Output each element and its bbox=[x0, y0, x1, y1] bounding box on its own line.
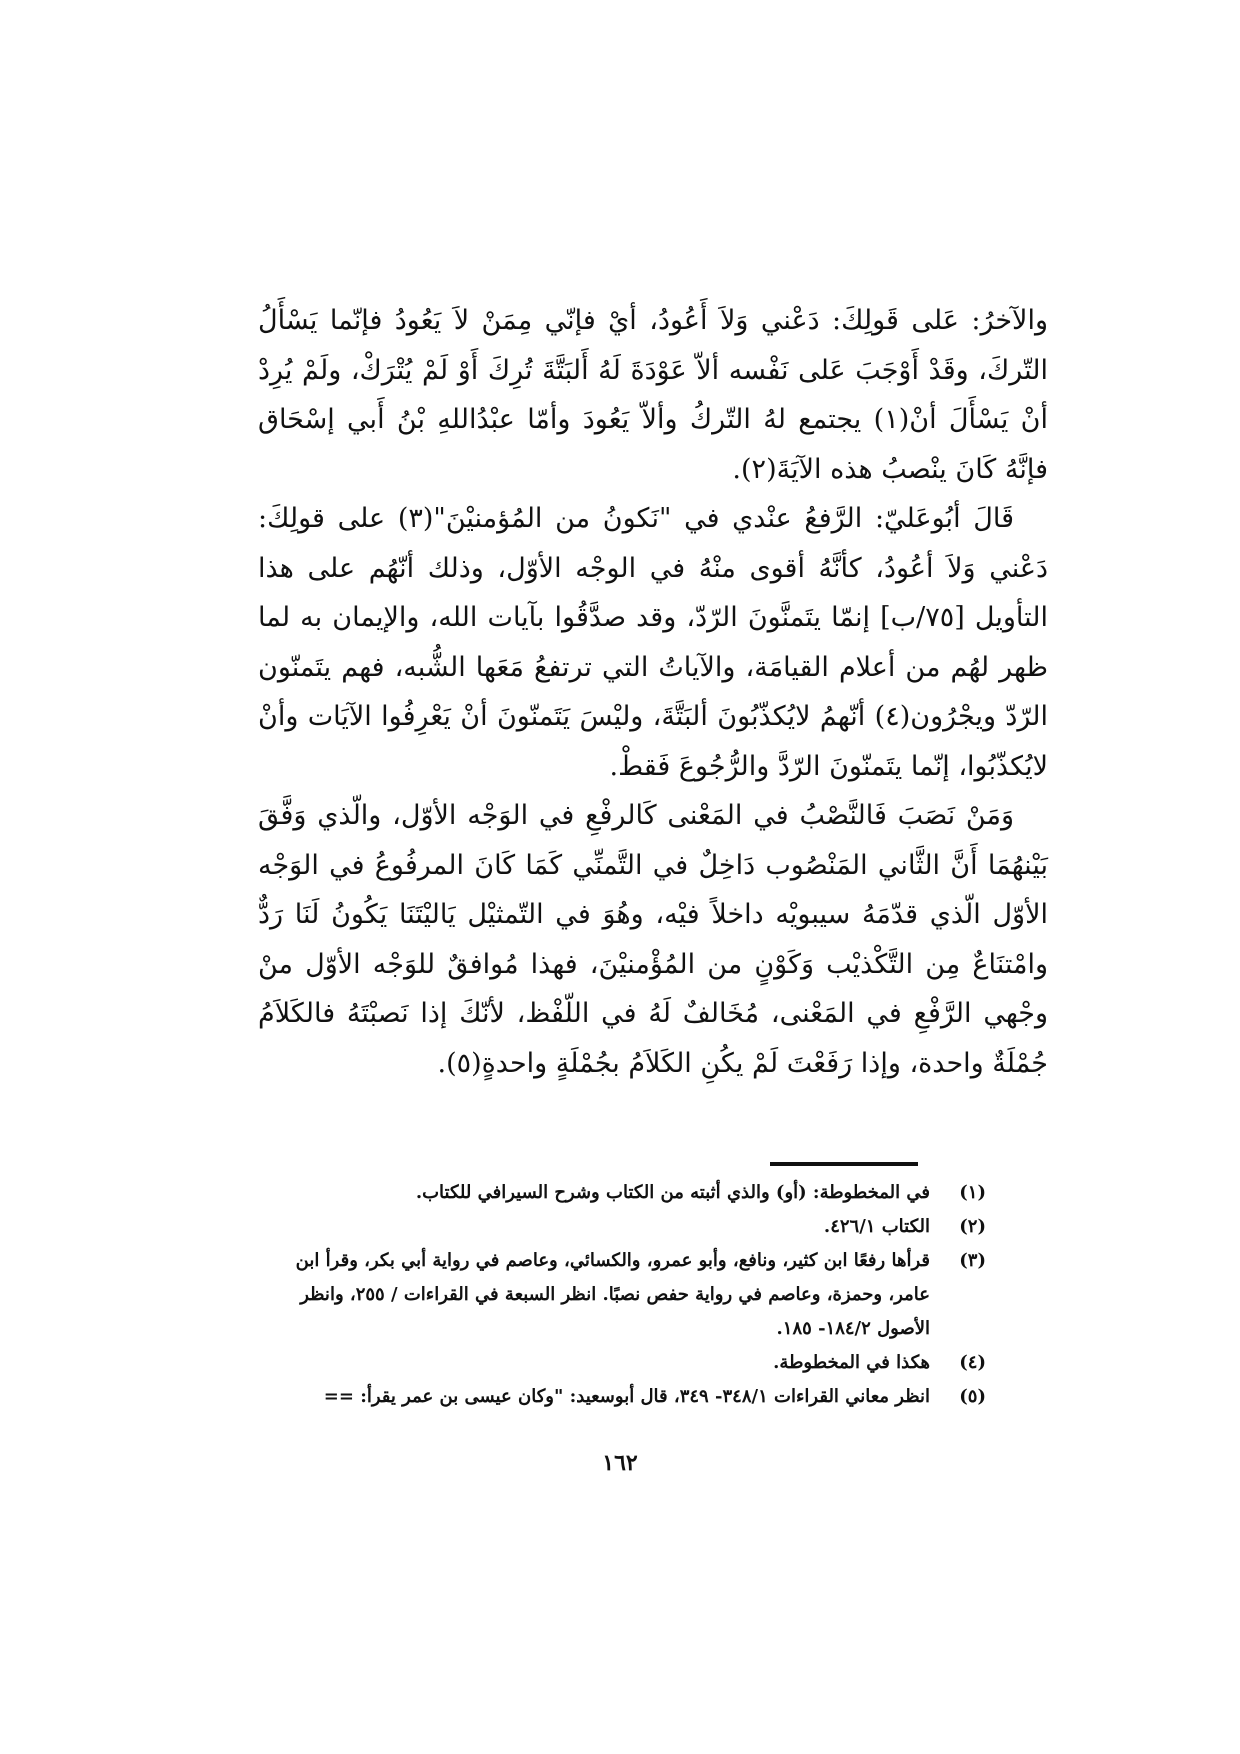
paragraph-3: وَمَنْ نَصَبَ فَالنَّصْبُ في المَعْنى كَالرفْعِ في الوَجْه الأوّل، والّذي وَفَّقَ بَيْنهُمَا أَنَّ الثَّاني المَنْصُوب دَاخِلٌ في التَّمنِّي كَمَا كَانَ المرفُوعُ في الوَجْه الأوّل الّذي قدّمَهُ سيبويْه داخلاً فيْه، وهُوَ في التّمثيْل يَاليْتَنَا يَكُونُ لَنَا رَدٌّ وامْتنَاعٌ مِن التَّكْذيْب وَكَوْنٍ من المُؤْمنيْنَ، فهذا مُوافقٌ للوَجْه الأوّل منْ وجْهي الرَّفْعِ في المَعْنى، مُخَالفٌ لَهُ في اللّفْظ، لأنّكَ إذا نَصبْتَهُ فالكَلاَمُ جُمْلَةٌ واحدة، وإذا رَفَعْتَ لَمْ يكُنِ الكَلاَمُ بجُمْلَةٍ واحدةٍ(٥). bbox=[258, 800, 1048, 1079]
footnote-2 bbox=[268, 1210, 986, 1244]
footnote-number: (٢) bbox=[959, 1216, 986, 1237]
footnote-number: (٤) bbox=[959, 1352, 986, 1373]
footnote-number: (٥) bbox=[959, 1386, 986, 1407]
paragraph-1: والآخرُ: عَلى قَولِكَ: دَعْني وَلاَ أَعُودُ، أيْ فإنّي مِمَنْ لاَ يَعُودُ فإنّما يَسْأَلُ التّركَ، وقَدْ أَوْجَبَ عَلى نَفْسه ألاّ عَوْدَةَ لَهُ أَلبَتَّةَ تُرِكَ أَوْ لَمْ يُتْرَكْ، ولَمْ يُرِدْ أنْ يَسْأَلَ أنْ(١) يجتمع لهُ التّركُ وألاّ يَعُودَ وأمّا عبْدُاللهِ بْنُ أَبي إسْحَاق فإنَّهُ كَانَ ينْصبُ هذه الآيَةَ(٢). bbox=[258, 305, 1048, 485]
footnote-1 bbox=[268, 1176, 986, 1210]
footnote-3 bbox=[268, 1244, 986, 1346]
page-number: ١٦٢ bbox=[602, 1450, 638, 1476]
main-text bbox=[258, 296, 1048, 1088]
footnote-text: هكذا في المخطوطة. bbox=[773, 1352, 930, 1373]
footnote-4 bbox=[268, 1346, 986, 1380]
footnote-text: في المخطوطة: (أو) والذي أثبته من الكتاب وشرح السيرافي للكتاب. bbox=[415, 1182, 930, 1203]
footnote-text: انظر معاني القراءات ٣٤٨/١- ٣٤٩، قال أبوسعيد: "وكان عيسى بن عمر يقرأ: == bbox=[323, 1386, 930, 1407]
footnote-text: الكتاب ٤٢٦/١. bbox=[823, 1216, 930, 1237]
footnote-number: (٣) bbox=[959, 1250, 986, 1271]
footnote-5 bbox=[268, 1380, 986, 1414]
footnote-number: (١) bbox=[959, 1182, 986, 1203]
paragraph-2: قَالَ أبُوعَليّ: الرَّفعُ عنْدي في "نَكونُ من المُؤمنيْنَ"(٣) على قولِكَ: دَعْني وَلاَ أعُودُ، كأنَّهُ أقوى منْهُ في الوجْه الأوّل، وذلك أنّهُم على هذا التأويل [٧٥/ب] إنمّا يتَمنَّونَ الرّدّ، وقد صدَّقُوا بآيات الله، والإيمان به لما ظهر لهُم من أعلام القيامَة، والآياتُ التي ترتفعُ مَعَها الشُّبه، فهم يتَمنّون الرّدّ ويجْرُون(٤) أنّهمُ لايُكذّبُونَ ألبَتَّةَ، وليْسَ يَتَمنّونَ أنْ يَعْرِفُوا الآيَات وأنْ لايُكذّبُوا، إنّما يتَمنّونَ الرّدَّ والرُّجُوعَ فَقطْ. bbox=[258, 503, 1048, 782]
footnote-separator bbox=[770, 1162, 918, 1166]
footnote-text: قرأها رفعًا ابن كثير، ونافع، وأبو عمرو، والكسائي، وعاصم في رواية أبي بكر، وقرأ ابن عامر، وحمزة، وعاصم في رواية حفص نصبًا. انظر السبعة في القراءات / ٢٥٥، وانظر الأصول ١٨٤/٢- ١٨٥. bbox=[295, 1250, 930, 1339]
footnotes bbox=[268, 1176, 986, 1414]
